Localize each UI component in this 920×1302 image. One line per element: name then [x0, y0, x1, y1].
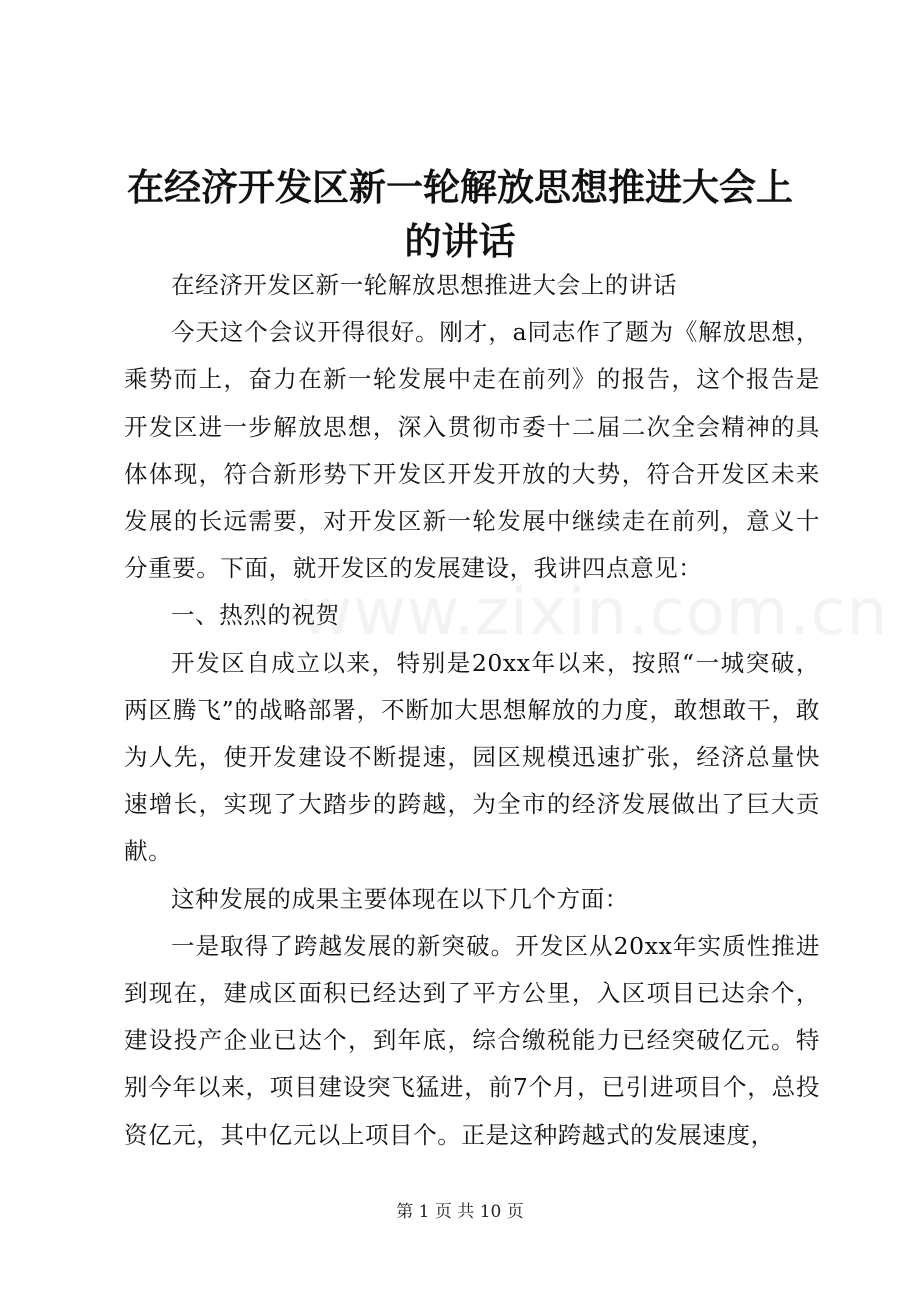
watermark: www.zixin.com.cn	[300, 576, 889, 650]
document-title: 在经济开发区新一轮解放思想推进大会上的讲话	[127, 165, 793, 263]
section-heading: 一、热烈的祝贺	[171, 601, 340, 630]
document-body	[124, 262, 820, 1159]
paragraph-subtitle: 在经济开发区新一轮解放思想推进大会上的讲话	[171, 271, 678, 299]
page-footer: 第 1 页 共 10 页	[396, 1202, 524, 1222]
paragraph-achievements: 开发区自成立以来，特别是20xx年以来，按照“一城突破，两区腾飞”的战略部署，不断加大思想解放的力度，敢想敢干，敢为人先，使开发建设不断提速，园区规模迅速扩张，经济总量快速增长，实现了大踏步的跨越，为全市的经济发展做出了巨大贡献。	[124, 648, 820, 866]
paragraph-aspects-intro: 这种发展的成果主要体现在以下几个方面：	[171, 884, 629, 913]
paragraph-opening: 今天这个会议开得很好。刚才，a同志作了题为《解放思想，乘势而上，奋力在新一轮发展中走在前列》的报告，这个报告是开发区进一步解放思想，深入贯彻市委十二届二次全会精神的具体体现，符合新形势下开发区开发开放的大势，符合开发区未来发展的长远需要，对开发区新一轮发展中继续走在前列，意义十分重要。下面，就开发区的发展建设，我讲四点意见：	[124, 318, 820, 583]
paragraph-breakthrough: 一是取得了跨越发展的新突破。开发区从20xx年实质性推进到现在，建成区面积已经达到了平方公里，入区项目已达余个，建设投产企业已达个，到年底，综合缴税能力已经突破亿元。特别今年以来，项目建设突飞猛进，前7个月，已引进项目个，总投资亿元，其中亿元以上项目个。正是这种跨越式的发展速度，	[124, 931, 820, 1149]
